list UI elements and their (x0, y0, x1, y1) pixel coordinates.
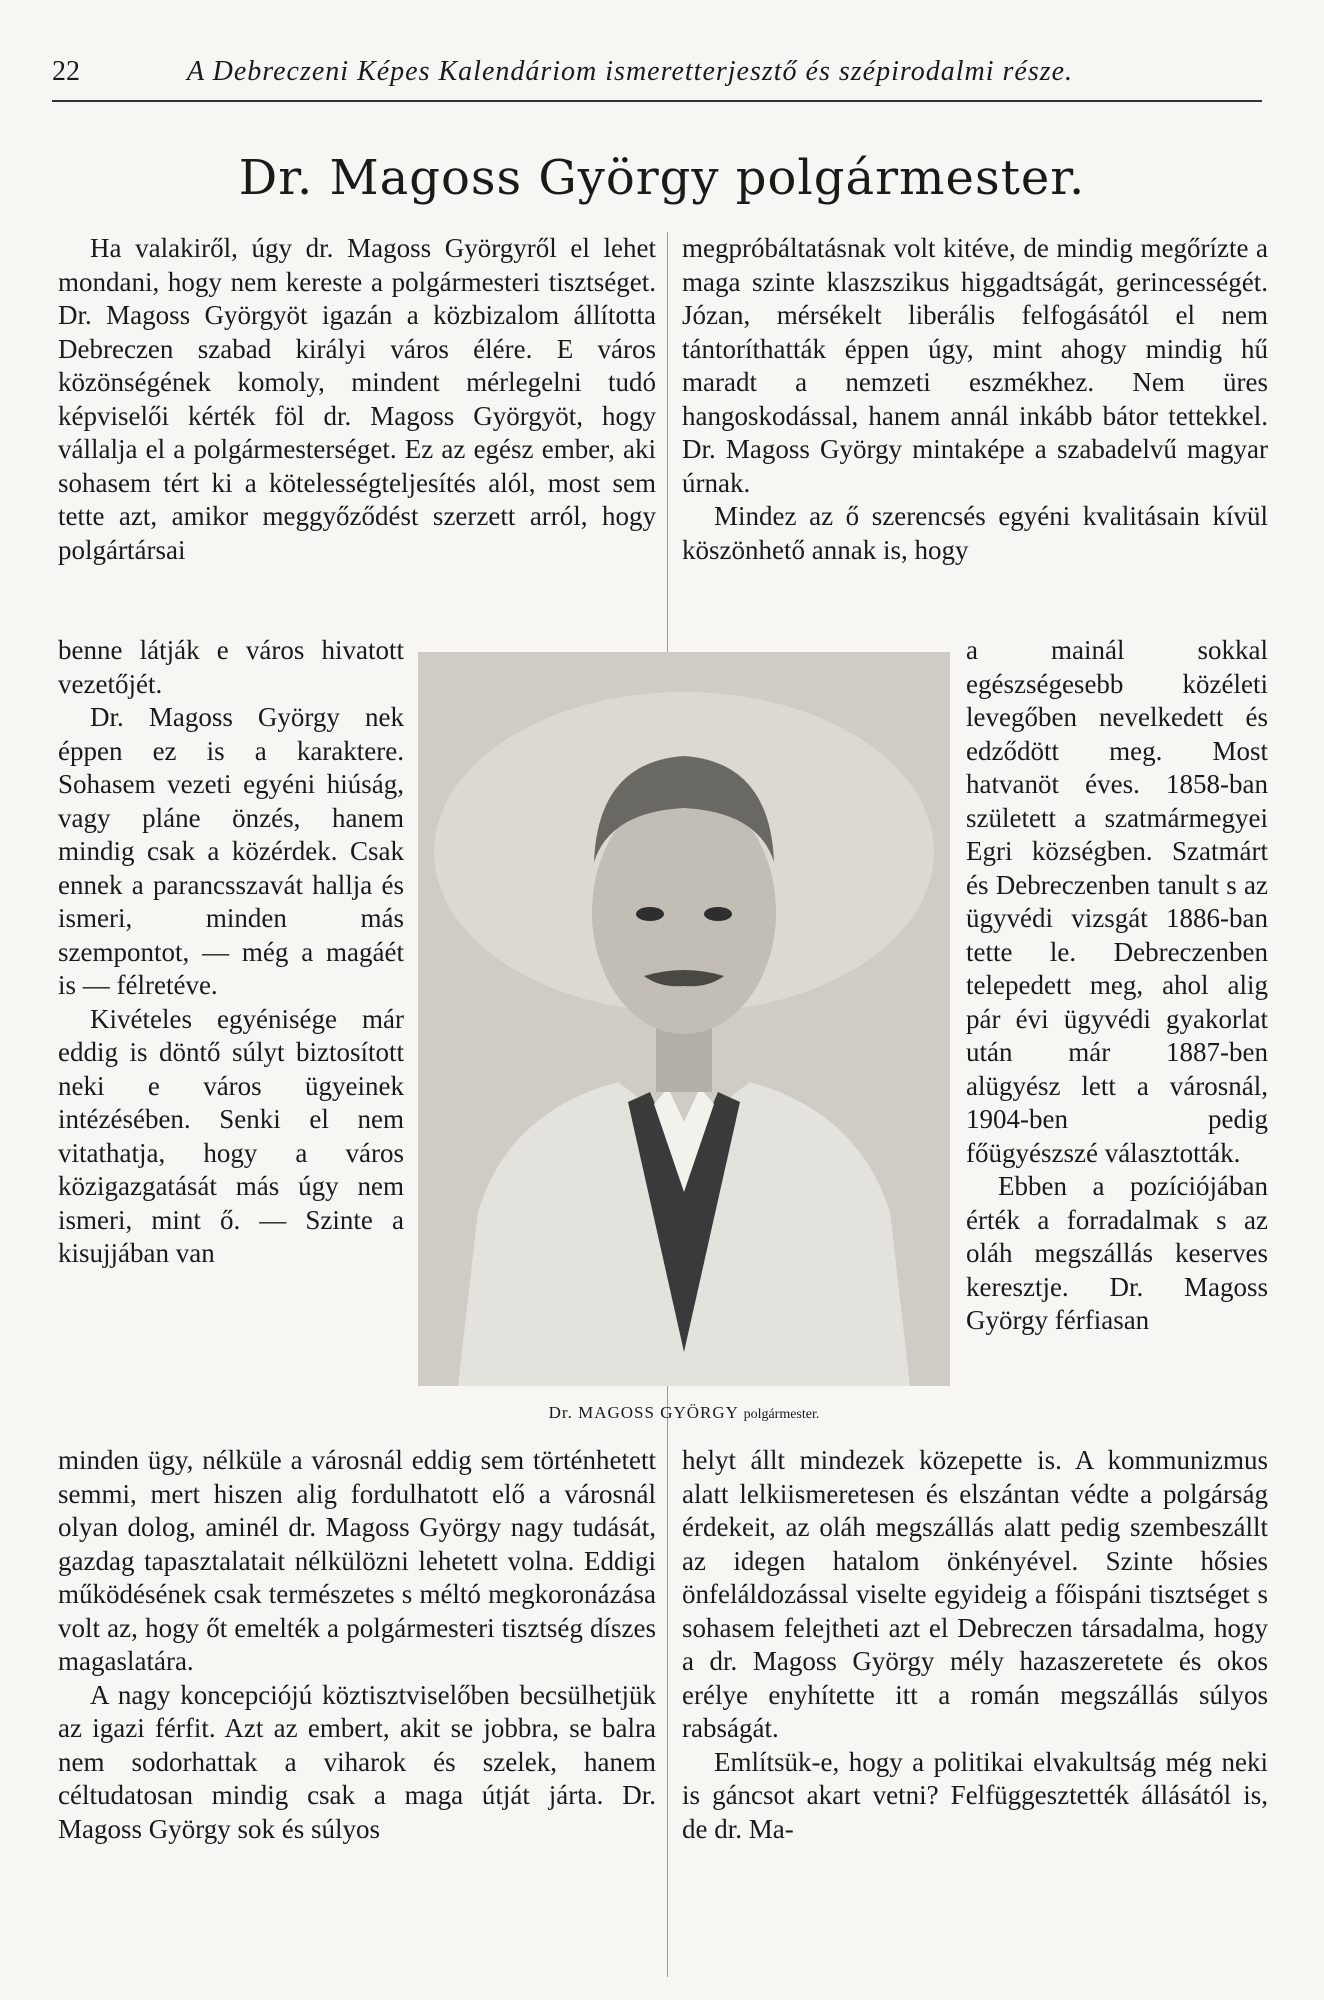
portrait-photo (418, 652, 950, 1386)
paragraph: Dr. Magoss György nek éppen ez is a karaktere. Sohasem vezeti egyéni hiúság, vagy pláne önzés, hanem mindig csak a közérdek. Csak ennek a parancsszavát hallja és ismeri, minden más szempontot, — még a magáét is — félretéve. (58, 702, 404, 1000)
caption-name: Dr. MAGOSS GYÖRGY (548, 1403, 739, 1422)
running-header (52, 56, 1262, 96)
paragraph: minden ügy, nélküle a városnál eddig sem történhetett semmi, mert hiszen alig fordulhatott elő a városnál olyan dolog, aminél dr. Magoss György nagy tudását, gazdag tapasztalatait nélkülözni lehetett volna. Eddigi működésének csak természetes s méltó megkoronázása volt az, hogy őt emelték a polgármesteri tisztség díszes magaslatára. (58, 1445, 656, 1676)
portrait-illustration (418, 652, 950, 1386)
paragraph: Mindez az ő szerencsés egyéni kvalitásain kívül köszönhető annak is, hogy (682, 501, 1268, 565)
paragraph: A nagy koncepciójú köztisztviselőben becsülhetjük az igazi férfit. Azt az embert, akit se jobbra, se balra nem sodorhattak a viharok és szelek, hanem céltudatosan mindig csak a maga útját járta. Dr. Magoss György sok és súlyos (58, 1679, 656, 1844)
page-number: 22 (52, 56, 80, 87)
photo-caption (418, 1403, 950, 1423)
right-column-bottom (682, 1444, 1268, 1846)
paragraph: Ha valakiről, úgy dr. Magoss Györgyről el lehet mondani, hogy nem kereste a polgármesteri tisztséget. Dr. Magoss Györgyöt igazán a közbizalom állította Debreczen szabad királyi város élére. E város közönségének komoly, mindent mérlegelni tudó képviselői kérték föl dr. Magoss Györgyöt, hogy vállalja el a polgármesterséget. Ez az egész ember, aki sohasem tért ki a kötelességteljesítés alól, most sem tette azt, amikor meggyőződést szerzett arról, hogy polgártársai (58, 233, 656, 565)
article-title: Dr. Magoss György polgármester. (238, 150, 1086, 206)
left-column-bottom (58, 1444, 656, 1846)
paragraph: megpróbáltatásnak volt kitéve, de mindig megőrízte a maga szinte klaszszikus higgadtságát, gerincességét. Józan, mérsékelt liberális felfogásától el nem tántoríthatták éppen úgy, mint ahogy mindig hű maradt a nemzeti eszmékhez. Nem üres hangoskodással, hanem annál inkább bátor tettekkel. Dr. Magoss György mintaképe a szabadelvű magyar úrnak. (682, 233, 1268, 498)
running-title: A Debreczeni Képes Kalendáriom ismeretterjesztő és szépirodalmi része. (187, 56, 1074, 87)
paragraph: Kivételes egyénisége már eddig is döntő súlyt biztosított neki e város ügyeinek intézésében. Senki el nem vitathatja, hogy a város közigazgatását más úgy nem ismeri, mint ő. — Szinte a kisujjában van (58, 1003, 404, 1268)
left-column-beside-photo (58, 634, 404, 1271)
header-rule (52, 100, 1262, 102)
right-column-beside-photo (966, 634, 1268, 1338)
left-column-top (58, 232, 656, 567)
paragraph: Említsük-e, hogy a politikai elvakultság még neki is gáncsot akart vetni? Felfüggesztették állásától is, de dr. Ma- (682, 1746, 1268, 1844)
paragraph: helyt állt mindezek közepette is. A kommunizmus alatt lelkiismeretesen és elszántan védte a polgárság érdekeit, az oláh megszállás alatt pedig szembeszállt az idegen hatalom önkényével. Szinte hősies önfeláldozással viselte egyideig a főispáni tisztséget s sohasem felejtheti azt el Debreczen társadalma, hogy a dr. Magoss György mély hazaszeretete és okos erélye enyhítette itt a román megszállás súlyos rabságát. (682, 1445, 1268, 1743)
paragraph: a mainál sokkal egészségesebb közéleti levegőben nevelkedett és edződött meg. Most hatvanöt éves. 1858-ban született a szatmármegyei Egri községben. Szatmárt és Debreczenben tanult s az ügyvédi vizsgát 1886-ban tette le. Debreczenben telepedett meg, ahol alig pár évi ügyvédi gyakorlat után már 1887-ben alügyész lett a városnál, 1904-ben pedig főügyészszé választották. (966, 635, 1268, 1168)
paragraph: benne látják e város hivatott vezetőjét. (58, 635, 404, 699)
caption-title: polgármester. (743, 1407, 820, 1422)
right-column-top (682, 232, 1268, 567)
paragraph: Ebben a pozíciójában érték a forradalmak s az oláh megszállás keserves keresztje. Dr. Magoss György férfiasan (966, 1171, 1268, 1335)
